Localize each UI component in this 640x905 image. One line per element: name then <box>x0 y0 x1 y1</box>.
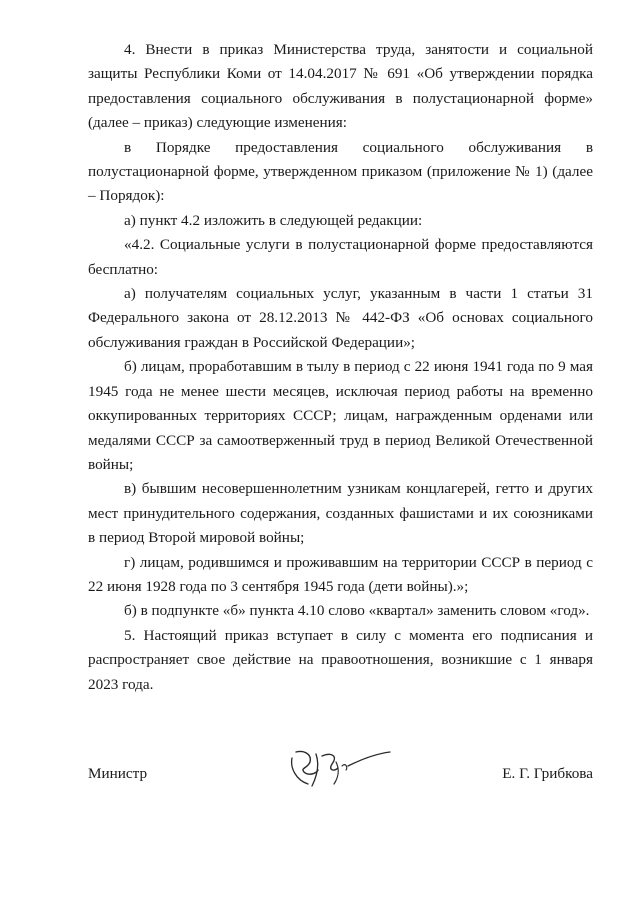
document-body <box>88 38 593 697</box>
signature-block <box>88 762 593 812</box>
paragraph-procedure: в Порядке предоставления социального обслуживания в полустационарной форме, утвержденном приказом (приложение № 1) (далее – Порядок): <box>88 138 593 205</box>
paragraph-clause-a: а) получателям социальных услуг, указанным в части 1 статьи 31 Федерального закона от 28.12.2013 № 442-ФЗ «Об основах социального обслуживания граждан в Российской Федерации»; <box>88 285 593 351</box>
paragraph-item-4: 4. Внести в приказ Министерства труда, занятости и социальной защиты Республики Коми от 14.04.2017 № 691 «Об утверждении порядка предоставления социального обслуживания в полустационарной форме» (далее – приказ) следующие изменения: <box>88 41 593 132</box>
paragraph-item-5: 5. Настоящий приказ вступает в силу с момента его подписания и распространяет свое действие на правоотношения, возникшие с 1 января 2023 года. <box>88 626 593 693</box>
handwritten-signature <box>286 740 396 790</box>
paragraph-subitem-b: б) в подпункте «б» пункта 4.10 слово «квартал» заменить словом «год». <box>124 602 590 620</box>
signatory-name: Е. Г. Грибкова <box>502 765 593 782</box>
paragraph-clause-v: в) бывшим несовершеннолетним узникам концлагерей, гетто и других мест принудительного содержания, созданных фашистами и их союзниками в период Второй мировой войны; <box>88 480 593 547</box>
paragraph-clause-g: г) лицам, родившимся и проживавшим на территории СССР в период с 22 июня 1928 года по 3 сентября 1945 года (дети войны).»; <box>88 553 593 595</box>
paragraph-clause-b: б) лицам, проработавшим в тылу в период с 22 июня 1941 года по 9 мая 1945 года не менее шести месяцев, исключая период работы на временно оккупированных территориях СССР; лицам, награжденным орденами или медалями СССР за самоотверженный труд в период Великой Отечественной войны; <box>88 358 593 473</box>
paragraph-subitem-a: а) пункт 4.2 изложить в следующей редакции: <box>124 211 423 229</box>
paragraph-clause-4-2: «4.2. Социальные услуги в полустационарной форме предоставляются бесплатно: <box>88 236 593 278</box>
signatory-title: Министр <box>88 765 148 782</box>
